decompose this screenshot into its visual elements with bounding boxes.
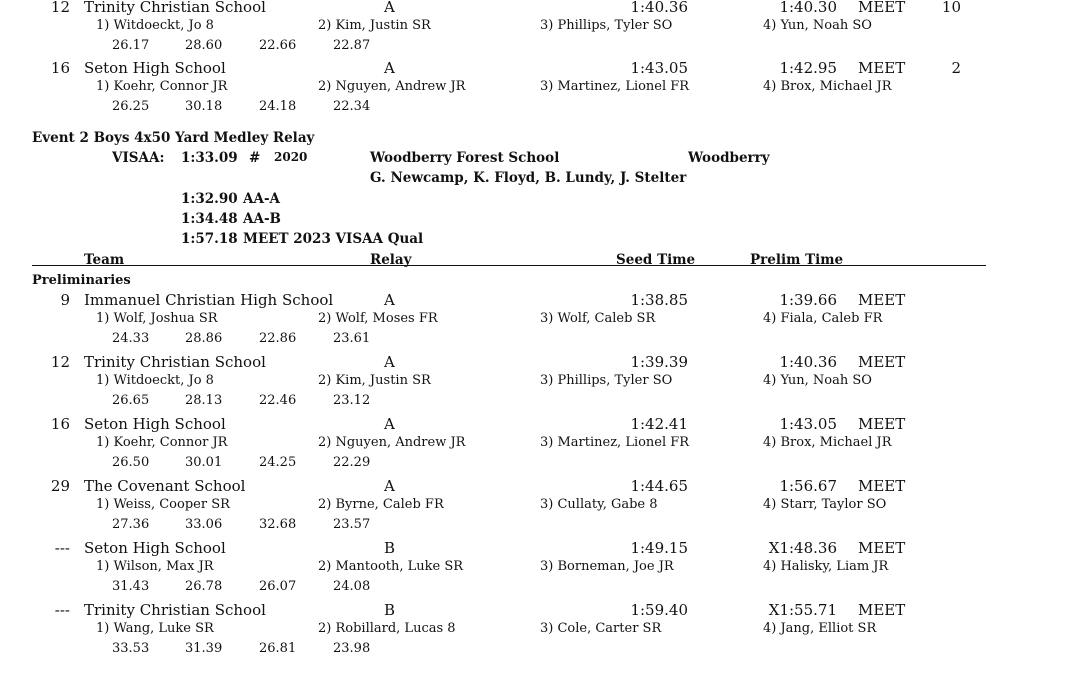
record-label: VISAA: xyxy=(112,150,165,166)
header-rule xyxy=(32,265,986,266)
swimmer-name: 1) Weiss, Cooper SR xyxy=(96,497,230,512)
entry-place: 12 xyxy=(50,353,70,371)
split-time: 26.65 xyxy=(112,393,150,408)
swimmer-name: 1) Witdoeckt, Jo 8 xyxy=(96,18,214,33)
entry-meet-tag: MEET xyxy=(858,601,906,619)
split-time: 22.86 xyxy=(259,331,297,346)
split-time: 31.39 xyxy=(185,641,223,656)
entry-place: 16 xyxy=(50,59,70,77)
record-hash: # xyxy=(249,150,261,166)
split-time: 24.08 xyxy=(333,579,371,594)
entry-relay: A xyxy=(384,477,395,495)
entry-relay: A xyxy=(384,291,395,309)
entry-place: 12 xyxy=(50,0,70,16)
swimmer-name: 4) Halisky, Liam JR xyxy=(763,559,889,574)
split-time: 30.01 xyxy=(185,455,223,470)
standard-time: 1:57.18 xyxy=(181,231,238,247)
split-time: 23.12 xyxy=(333,393,371,408)
split-time: 33.53 xyxy=(112,641,150,656)
entry-relay: A xyxy=(384,0,395,16)
swimmer-name: 2) Kim, Justin SR xyxy=(318,373,431,388)
split-time: 26.25 xyxy=(112,99,150,114)
entry-meet-tag: MEET xyxy=(858,59,906,77)
entry-team: Immanuel Christian High School xyxy=(84,291,334,309)
entry-final-time: X1:48.36 xyxy=(768,539,837,557)
swimmer-name: 1) Wang, Luke SR xyxy=(96,621,214,636)
split-time: 28.60 xyxy=(185,38,223,53)
entry-final-time: X1:55.71 xyxy=(768,601,837,619)
swimmer-name: 3) Cullaty, Gabe 8 xyxy=(540,497,658,512)
split-time: 22.46 xyxy=(259,393,297,408)
entry-seed-time: 1:40.36 xyxy=(630,0,688,16)
entry-relay: B xyxy=(384,539,396,557)
standard-label: AA-B xyxy=(243,211,281,227)
split-time: 26.07 xyxy=(259,579,297,594)
swimmer-name: 2) Kim, Justin SR xyxy=(318,18,431,33)
split-time: 28.86 xyxy=(185,331,223,346)
split-time: 27.36 xyxy=(112,517,150,532)
entry-seed-time: 1:42.41 xyxy=(630,415,688,433)
split-time: 26.78 xyxy=(185,579,223,594)
split-time: 26.81 xyxy=(259,641,297,656)
entry-seed-time: 1:59.40 xyxy=(630,601,688,619)
entry-place: 16 xyxy=(50,415,70,433)
split-time: 24.18 xyxy=(259,99,297,114)
record-time: 1:33.09 xyxy=(181,150,238,166)
swimmer-name: 3) Wolf, Caleb SR xyxy=(540,311,656,326)
swimmer-name: 3) Martinez, Lionel FR xyxy=(540,79,690,94)
split-time: 26.17 xyxy=(112,38,150,53)
swimmer-name: 2) Robillard, Lucas 8 xyxy=(318,621,456,636)
entry-meet-tag: MEET xyxy=(858,0,906,16)
swimmer-name: 4) Yun, Noah SO xyxy=(763,373,872,388)
entry-team: Seton High School xyxy=(84,415,226,433)
swimmer-name: 2) Wolf, Moses FR xyxy=(318,311,438,326)
entry-final-time: 1:56.67 xyxy=(779,477,837,495)
swimmer-name: 2) Nguyen, Andrew JR xyxy=(318,79,466,94)
entry-place: 9 xyxy=(60,291,70,309)
split-time: 33.06 xyxy=(185,517,223,532)
swimmer-name: 2) Mantooth, Luke SR xyxy=(318,559,464,574)
swimmer-name: 1) Koehr, Connor JR xyxy=(96,435,228,450)
entry-meet-tag: MEET xyxy=(858,539,906,557)
swimmer-name: 3) Phillips, Tyler SO xyxy=(540,18,673,33)
swimmer-name: 4) Jang, Elliot SR xyxy=(763,621,877,636)
entry-final-time: 1:42.95 xyxy=(779,59,837,77)
swimmer-name: 2) Byrne, Caleb FR xyxy=(318,497,444,512)
swimmer-name: 1) Wilson, Max JR xyxy=(96,559,214,574)
split-time: 22.66 xyxy=(259,38,297,53)
entry-relay: A xyxy=(384,353,395,371)
entry-relay: B xyxy=(384,601,396,619)
entry-place: 29 xyxy=(50,477,70,495)
split-time: 31.43 xyxy=(112,579,150,594)
entry-final-time: 1:40.30 xyxy=(779,0,837,16)
entry-team: Trinity Christian School xyxy=(84,353,266,371)
entry-seed-time: 1:44.65 xyxy=(630,477,688,495)
split-time: 22.29 xyxy=(333,455,371,470)
entry-team: Seton High School xyxy=(84,539,226,557)
split-time: 28.13 xyxy=(185,393,223,408)
event-title: Event 2 Boys 4x50 Yard Medley Relay xyxy=(32,130,315,146)
entry-points: 2 xyxy=(951,59,961,77)
column-header-relay: Relay xyxy=(370,252,412,268)
standard-label: AA-A xyxy=(243,191,281,207)
entry-team: Seton High School xyxy=(84,59,226,77)
swimmer-name: 1) Wolf, Joshua SR xyxy=(96,311,218,326)
record-swimmers: G. Newcamp, K. Floyd, B. Lundy, J. Stelter xyxy=(370,170,687,186)
entry-seed-time: 1:49.15 xyxy=(630,539,688,557)
entry-team: Trinity Christian School xyxy=(84,0,266,16)
swimmer-name: 3) Cole, Carter SR xyxy=(540,621,662,636)
entry-seed-time: 1:43.05 xyxy=(630,59,688,77)
swimmer-name: 3) Borneman, Joe JR xyxy=(540,559,674,574)
swimmer-name: 1) Koehr, Connor JR xyxy=(96,79,228,94)
split-time: 23.98 xyxy=(333,641,371,656)
entry-relay: A xyxy=(384,59,395,77)
entry-final-time: 1:43.05 xyxy=(779,415,837,433)
entry-meet-tag: MEET xyxy=(858,415,906,433)
column-header-team: Team xyxy=(84,252,125,268)
split-time: 26.50 xyxy=(112,455,150,470)
record-year: 2020 xyxy=(274,150,308,164)
standard-label: MEET 2023 VISAA Qual xyxy=(243,231,424,247)
column-header-prelim-time: Prelim Time xyxy=(750,252,844,268)
split-time: 30.18 xyxy=(185,99,223,114)
entry-team: The Covenant School xyxy=(84,477,246,495)
entry-seed-time: 1:38.85 xyxy=(630,291,688,309)
swimmer-name: 4) Fiala, Caleb FR xyxy=(763,311,883,326)
standard-time: 1:34.48 xyxy=(181,211,238,227)
entry-final-time: 1:39.66 xyxy=(779,291,837,309)
split-time: 24.33 xyxy=(112,331,150,346)
entry-relay: A xyxy=(384,415,395,433)
swimmer-name: 4) Brox, Michael JR xyxy=(763,435,892,450)
swimmer-name: 4) Yun, Noah SO xyxy=(763,18,872,33)
split-time: 22.87 xyxy=(333,38,371,53)
entry-place: --- xyxy=(54,601,70,619)
entry-final-time: 1:40.36 xyxy=(779,353,837,371)
swimmer-name: 4) Brox, Michael JR xyxy=(763,79,892,94)
entry-place: --- xyxy=(54,539,70,557)
entry-seed-time: 1:39.39 xyxy=(630,353,688,371)
swimmer-name: 3) Phillips, Tyler SO xyxy=(540,373,673,388)
swimmer-name: 4) Starr, Taylor SO xyxy=(763,497,887,512)
entry-meet-tag: MEET xyxy=(858,353,906,371)
column-header-seed-time: Seed Time xyxy=(616,252,696,268)
split-time: 32.68 xyxy=(259,517,297,532)
entry-meet-tag: MEET xyxy=(858,291,906,309)
split-time: 24.25 xyxy=(259,455,297,470)
swimmer-name: 2) Nguyen, Andrew JR xyxy=(318,435,466,450)
entry-meet-tag: MEET xyxy=(858,477,906,495)
split-time: 23.61 xyxy=(333,331,371,346)
section-title: Preliminaries xyxy=(32,273,131,288)
entry-points: 10 xyxy=(941,0,961,16)
swimmer-name: 3) Martinez, Lionel FR xyxy=(540,435,690,450)
standard-time: 1:32.90 xyxy=(181,191,238,207)
split-time: 22.34 xyxy=(333,99,371,114)
swimmer-name: 1) Witdoeckt, Jo 8 xyxy=(96,373,214,388)
record-school: Woodberry Forest School xyxy=(370,150,560,166)
record-city: Woodberry xyxy=(688,150,770,166)
split-time: 23.57 xyxy=(333,517,371,532)
entry-team: Trinity Christian School xyxy=(84,601,266,619)
